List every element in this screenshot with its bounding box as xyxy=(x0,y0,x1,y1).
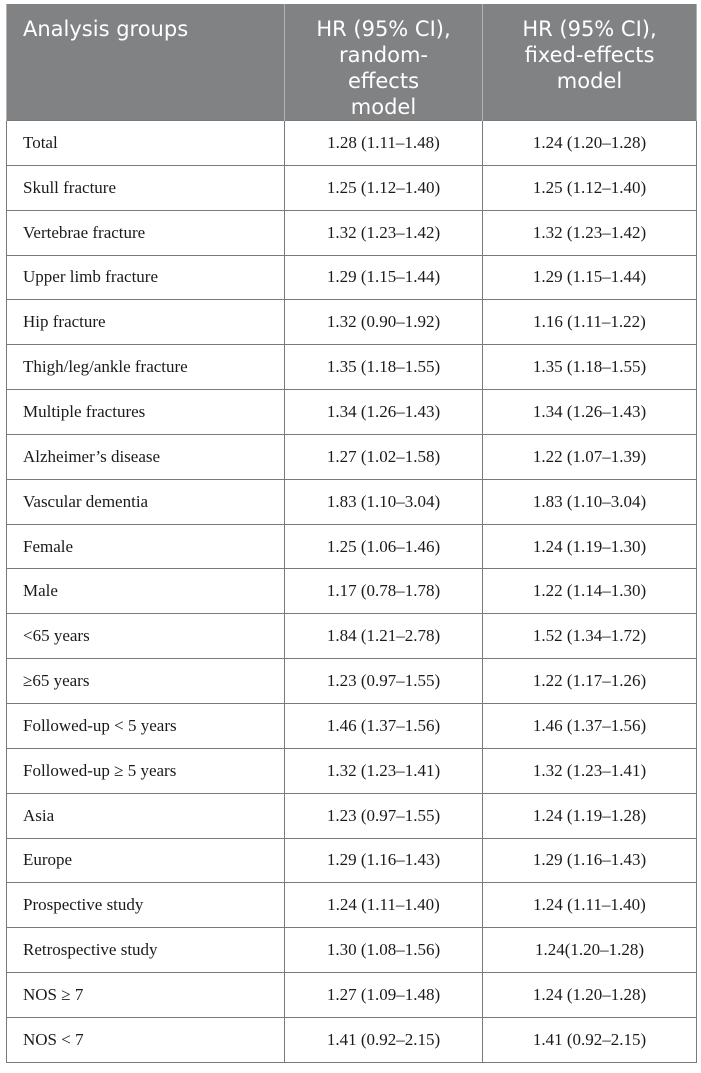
header-fixed-effects xyxy=(483,4,697,121)
cell-hr-fixed: 1.22 (1.14–1.30) xyxy=(483,569,697,614)
cell-hr-fixed: 1.83 (1.10–3.04) xyxy=(483,479,697,524)
cell-hr-random: 1.84 (1.21–2.78) xyxy=(285,614,483,659)
cell-analysis-group: Vertebrae fracture xyxy=(7,210,285,255)
hr-results-table xyxy=(6,4,697,1063)
table-row xyxy=(7,479,697,524)
table-row xyxy=(7,524,697,569)
header-analysis-groups xyxy=(7,4,285,121)
header-row xyxy=(7,4,697,121)
table-row xyxy=(7,434,697,479)
cell-analysis-group: Hip fracture xyxy=(7,300,285,345)
cell-hr-fixed: 1.35 (1.18–1.55) xyxy=(483,345,697,390)
table-row xyxy=(7,255,697,300)
cell-hr-fixed: 1.34 (1.26–1.43) xyxy=(483,390,697,435)
cell-hr-fixed: 1.46 (1.37–1.56) xyxy=(483,703,697,748)
header-line: HR (95% CI), xyxy=(316,17,451,41)
cell-analysis-group: <65 years xyxy=(7,614,285,659)
table-row xyxy=(7,703,697,748)
header-line: HR (95% CI), xyxy=(522,17,657,41)
table-row xyxy=(7,659,697,704)
table-row xyxy=(7,928,697,973)
table-row xyxy=(7,300,697,345)
cell-hr-fixed: 1.29 (1.15–1.44) xyxy=(483,255,697,300)
cell-hr-random: 1.27 (1.02–1.58) xyxy=(285,434,483,479)
cell-hr-fixed: 1.25 (1.12–1.40) xyxy=(483,165,697,210)
cell-hr-fixed: 1.22 (1.17–1.26) xyxy=(483,659,697,704)
cell-hr-fixed: 1.41 (0.92–2.15) xyxy=(483,1017,697,1062)
cell-analysis-group: Retrospective study xyxy=(7,928,285,973)
cell-analysis-group: Followed-up ≥ 5 years xyxy=(7,748,285,793)
cell-analysis-group: Vascular dementia xyxy=(7,479,285,524)
cell-hr-random: 1.32 (1.23–1.42) xyxy=(285,210,483,255)
cell-hr-random: 1.28 (1.11–1.48) xyxy=(285,121,483,166)
cell-hr-random: 1.24 (1.11–1.40) xyxy=(285,883,483,928)
cell-hr-fixed: 1.24 (1.20–1.28) xyxy=(483,973,697,1018)
cell-hr-random: 1.25 (1.12–1.40) xyxy=(285,165,483,210)
hr-table-container xyxy=(6,4,696,1063)
cell-hr-fixed: 1.24 (1.20–1.28) xyxy=(483,121,697,166)
cell-hr-random: 1.27 (1.09–1.48) xyxy=(285,973,483,1018)
cell-hr-fixed: 1.24 (1.19–1.28) xyxy=(483,793,697,838)
cell-hr-random: 1.23 (0.97–1.55) xyxy=(285,659,483,704)
table-row xyxy=(7,210,697,255)
table-row xyxy=(7,1017,697,1062)
cell-analysis-group: Europe xyxy=(7,838,285,883)
cell-analysis-group: Skull fracture xyxy=(7,165,285,210)
table-row xyxy=(7,793,697,838)
table-row xyxy=(7,569,697,614)
cell-analysis-group: ≥65 years xyxy=(7,659,285,704)
cell-analysis-group: Alzheimer’s disease xyxy=(7,434,285,479)
cell-hr-fixed: 1.24 (1.19–1.30) xyxy=(483,524,697,569)
cell-hr-random: 1.34 (1.26–1.43) xyxy=(285,390,483,435)
table-row xyxy=(7,973,697,1018)
cell-hr-fixed: 1.24 (1.11–1.40) xyxy=(483,883,697,928)
cell-hr-random: 1.29 (1.15–1.44) xyxy=(285,255,483,300)
cell-analysis-group: Upper limb fracture xyxy=(7,255,285,300)
cell-analysis-group: Female xyxy=(7,524,285,569)
cell-hr-random: 1.17 (0.78–1.78) xyxy=(285,569,483,614)
cell-hr-random: 1.30 (1.08–1.56) xyxy=(285,928,483,973)
cell-analysis-group: NOS < 7 xyxy=(7,1017,285,1062)
table-row xyxy=(7,390,697,435)
cell-hr-fixed: 1.16 (1.11–1.22) xyxy=(483,300,697,345)
header-line: model xyxy=(556,69,623,93)
table-row xyxy=(7,345,697,390)
header-line: effects xyxy=(347,69,420,93)
cell-hr-random: 1.83 (1.10–3.04) xyxy=(285,479,483,524)
cell-hr-fixed: 1.32 (1.23–1.42) xyxy=(483,210,697,255)
header-line: model xyxy=(350,95,417,119)
cell-hr-random: 1.46 (1.37–1.56) xyxy=(285,703,483,748)
cell-hr-random: 1.41 (0.92–2.15) xyxy=(285,1017,483,1062)
cell-analysis-group: Prospective study xyxy=(7,883,285,928)
header-line: random- xyxy=(338,43,429,67)
table-row xyxy=(7,838,697,883)
cell-analysis-group: Multiple fractures xyxy=(7,390,285,435)
table-header xyxy=(7,4,697,121)
cell-analysis-group: NOS ≥ 7 xyxy=(7,973,285,1018)
cell-analysis-group: Followed-up < 5 years xyxy=(7,703,285,748)
table-row xyxy=(7,883,697,928)
cell-hr-random: 1.29 (1.16–1.43) xyxy=(285,838,483,883)
cell-analysis-group: Male xyxy=(7,569,285,614)
cell-hr-random: 1.23 (0.97–1.55) xyxy=(285,793,483,838)
header-line: fixed-effects xyxy=(524,43,655,67)
cell-hr-fixed: 1.29 (1.16–1.43) xyxy=(483,838,697,883)
table-row xyxy=(7,748,697,793)
cell-hr-random: 1.35 (1.18–1.55) xyxy=(285,345,483,390)
cell-hr-random: 1.25 (1.06–1.46) xyxy=(285,524,483,569)
cell-hr-fixed: 1.32 (1.23–1.41) xyxy=(483,748,697,793)
cell-analysis-group: Asia xyxy=(7,793,285,838)
header-random-effects xyxy=(285,4,483,121)
table-body xyxy=(7,121,697,1063)
table-row xyxy=(7,165,697,210)
cell-hr-random: 1.32 (1.23–1.41) xyxy=(285,748,483,793)
cell-hr-fixed: 1.24(1.20–1.28) xyxy=(483,928,697,973)
cell-analysis-group: Thigh/leg/ankle fracture xyxy=(7,345,285,390)
cell-analysis-group: Total xyxy=(7,121,285,166)
cell-hr-random: 1.32 (0.90–1.92) xyxy=(285,300,483,345)
table-row xyxy=(7,121,697,166)
header-line: Analysis groups xyxy=(23,17,189,41)
table-row xyxy=(7,614,697,659)
cell-hr-fixed: 1.22 (1.07–1.39) xyxy=(483,434,697,479)
cell-hr-fixed: 1.52 (1.34–1.72) xyxy=(483,614,697,659)
